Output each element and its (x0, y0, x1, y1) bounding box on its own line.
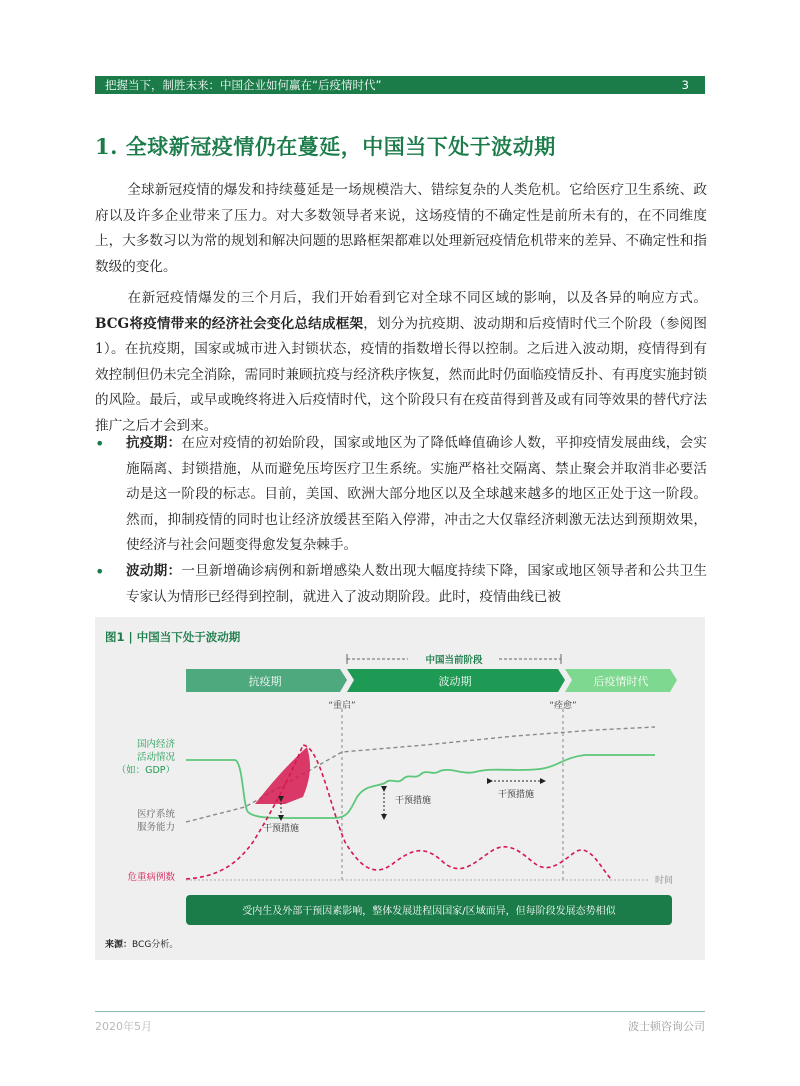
page-number: 3 (681, 78, 689, 92)
section-title: 1. 全球新冠疫情仍在蔓延，中国当下处于波动期 (95, 134, 556, 159)
bullet-icon: • (95, 562, 105, 581)
header-title: 把握当下，制胜未来：中国企业如何赢在“后疫情时代” (105, 78, 382, 92)
footer-org: 波士顿咨询公司 (628, 1020, 705, 1033)
bullet-icon: • (95, 434, 105, 453)
economy-label-line2: 活动情况 (136, 752, 175, 763)
footer-date: 2020年5月 (95, 1020, 152, 1033)
bullet-item: • 抗疫期：在应对疫情的初始阶段，国家或地区为了降低峰值确诊人数，平抑疫情发展曲线，会实施隔离、封锁措施，从而避免压垮医疗卫生系统。实施严格社交隔离、禁止聚会并取消非必要活动是这一阶段的标志。目前，美国、欧洲大部分地区以及全球越来越多的地区正处于这一阶段。然而，抑制疫情的同时也让经济放缓甚至陷入停滞，冲击之大仅靠经济刺激无法达到预期效果，使经济与社会问题变得愈发复杂棘手。 (95, 431, 707, 559)
economy-line (186, 755, 655, 818)
summary-banner-text: 受内生及外部干预因素影响，整体发展进程因国家/区域而异，但每阶段发展态势相似 (242, 906, 616, 917)
running-header (95, 76, 705, 94)
footer-divider (95, 1011, 705, 1012)
intervention-label-1: 干预措施 (262, 824, 300, 834)
restart-label: “重启” (328, 701, 356, 711)
economy-label-line3: （如：GDP） (116, 765, 175, 776)
intervention-label-3: 干预措施 (497, 790, 535, 800)
current-stage-label: 中国当前阶段 (425, 655, 483, 666)
phase-label-3: 后疫情时代 (593, 675, 649, 688)
health-label-line2: 服务能力 (136, 822, 175, 833)
figure-source: 来源：BCG分析。 (105, 940, 179, 950)
recovery-label: “痊愈” (549, 701, 577, 711)
intervention-label-2: 干预措施 (394, 796, 432, 806)
overload-area (255, 747, 310, 804)
figure-1 (95, 617, 705, 960)
health-label-line1: 医疗系统 (136, 809, 175, 820)
phase-label-2: 波动期 (438, 675, 472, 688)
x-axis-label: 时间 (655, 876, 674, 886)
figure-diagram (95, 617, 705, 960)
economy-label-line1: 国内经济 (136, 739, 175, 750)
bullet-item: • 波动期：一旦新增确诊病例和新增感染人数出现大幅度持续下降，国家或地区领导者和公共卫生专家认为情形已经得到控制，就进入了波动期阶段。此时，疫情曲线已被 (95, 559, 707, 610)
critical-cases-line (186, 745, 611, 879)
figure-title: 图1 | 中国当下处于波动期 (105, 630, 241, 644)
phase-label-1: 抗疫期 (248, 675, 282, 688)
paragraph-1: 全球新冠疫情的爆发和持续蔓延是一场规模浩大、错综复杂的人类危机。它给医疗卫生系统、政府以及许多企业带来了压力。对大多数领导者来说，这场疫情的不确定性是前所未有的，在不同维度上，大多数习以为常的规划和解决问题的思路框架都难以处理新冠疫情危机带来的差异、不确定性和指数级的变化。 (95, 182, 707, 275)
cases-label: 危重病例数 (127, 872, 175, 883)
paragraph-2: 在新冠疫情爆发的三个月后，我们开始看到它对全球不同区域的影响，以及各异的响应方式。BCG将疫情带来的经济社会变化总结成框架，划分为抗疫期、波动期和后疫情时代三个阶段（参阅图1）。在抗疫期，国家或城市进入封锁状态，疫情的指数增长得以控制。之后进入波动期，疫情得到有效控制但仍未完全消除，需同时兼顾抗疫与经济秩序恢复，然而此时仍面临疫情反扑、有再度实施封锁的风险。最后，或早或晚终将进入后疫情时代，这个阶段只有在疫苗得到普及或有同等效果的替代疗法推广之后才会到来。 (95, 290, 707, 434)
